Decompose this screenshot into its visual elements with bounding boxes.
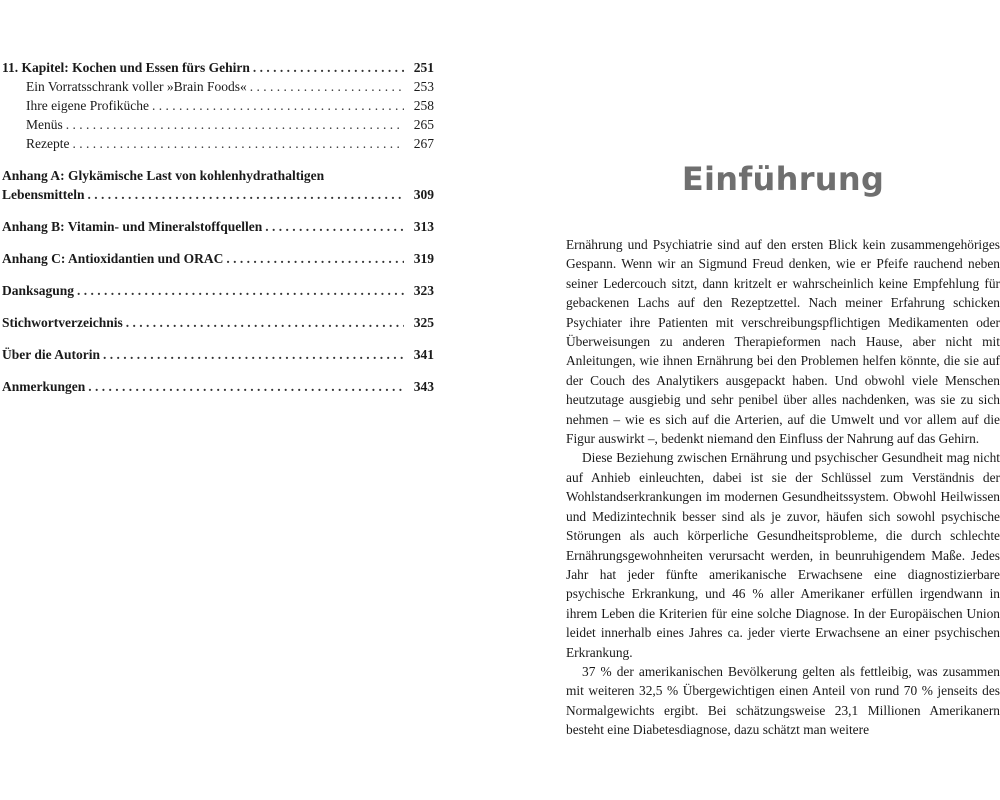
toc-entry-title: Über die Autorin — [2, 347, 101, 362]
toc-entry-vorratsschrank — [2, 77, 434, 96]
toc-entry-anhang-c — [2, 249, 434, 268]
toc-page-number: 319 — [413, 251, 434, 266]
toc-entry-profikueche — [2, 96, 434, 115]
toc-entry-anhang-b — [2, 217, 434, 236]
toc-entry-anhang-a — [2, 166, 434, 204]
toc-page-number: 313 — [413, 219, 434, 234]
toc-leader-dots — [72, 134, 404, 153]
toc-leader-dots — [88, 377, 404, 396]
toc-entry-ueber-die-autorin — [2, 345, 434, 364]
chapter-body — [566, 235, 1000, 740]
toc-page-number: 251 — [413, 60, 434, 75]
chapter-heading: Einführung — [681, 160, 885, 198]
toc-entry-title: Anhang B: Vitamin- und Mineralstoffquellen — [2, 219, 263, 234]
toc-leader-dots — [88, 185, 405, 204]
toc-entry-chapter-11 — [2, 58, 434, 77]
body-paragraph-2: Diese Beziehung zwischen Ernährung und psychischer Gesundheit mag nicht auf Anhieb einleuchten, dabei ist sie der Schlüssel zum Verständnis der Wohlstandserkrankungen im modernen Gesundheitssystem. Obwohl Heilwissen und Medizintechnik besser sind als je zuvor, häufen sich sowohl psychische Störungen als auch körperliche Gesundheitsprobleme, die durch schlechte Ernährungsgewohnheiten verursacht werden, in beunruhigendem Maße. Jedes Jahr hat jeder fünfte amerikanische Erwachsene eine diagnostizierbare psychische Erkrankung, und 46 % aller Amerikaner erfüllen irgendwann in ihrem Leben die Kriterien für eine solche Diagnose. In der Europäischen Union leidet innerhalb eines Jahres ca. jeder vierte Erwachsene an einer psychischen Erkrankung. — [566, 450, 1000, 660]
toc-entry-title: Rezepte — [26, 136, 70, 151]
toc-page-number: 341 — [413, 347, 434, 362]
toc-page-number: 258 — [413, 98, 434, 113]
toc-page-number: 265 — [413, 117, 434, 132]
body-paragraph-1: Ernährung und Psychiatrie sind auf den ersten Blick kein zusammengehöriges Gespann. Wenn wir an Sigmund Freud denken, wie er Pfeife rauchend neben seiner Ledercouch sitzt, dann kritzelt er wahrscheinlich keine Empfehlung für gebackenen Lachs auf den Rezeptzettel. Nach meiner Erfahrung schicken Psychiater ihre Patienten mit verschreibungspflichtigen Medikamenten oder Überweisungen zu anderen Therapieformen nach Hause, aber nicht mit Anleitungen, wie ihnen Ernährung bei den Problemen helfen könnte, die sie auf der Couch des Analytikers ausgepackt haben. Und obwohl viele Menschen heutzutage ausgiebig und sehr penibel über alles nachdenken, was sie zu sich nehmen – wie es sich auf die Arterien, auf die Umwelt und vor allem auf die Figur auswirkt –, bedenkt niemand den Einfluss der Nahrung auf das Gehirn. — [566, 237, 1000, 447]
toc-entry-danksagung — [2, 281, 434, 300]
toc-leader-dots — [66, 115, 404, 134]
toc-leader-dots — [250, 77, 404, 96]
toc-leader-dots — [253, 58, 404, 77]
toc-page-number: 267 — [413, 136, 434, 151]
toc-page-number: 343 — [413, 379, 434, 394]
toc-entry-title: Danksagung — [2, 283, 75, 298]
toc-page-number: 323 — [413, 283, 434, 298]
toc-page-number: 253 — [413, 79, 434, 94]
toc-page-number: 325 — [413, 315, 434, 330]
toc-leader-dots — [226, 249, 404, 268]
toc-entry-title: Ein Vorratsschrank voller »Brain Foods« — [26, 79, 247, 94]
toc-entry-anmerkungen — [2, 377, 434, 396]
toc-leader-dots — [77, 281, 404, 300]
toc-entry-title: Ihre eigene Profiküche — [26, 98, 149, 113]
toc-entry-title: Anmerkungen — [2, 379, 86, 394]
body-paragraph-3: 37 % der amerikanischen Bevölkerung gelten als fettleibig, was zusammen mit weiteren 32,5 % Übergewichtigen einen Anteil von rund 70 % jenseits des Normalgewichts ergibt. Bei schätzungsweise 23,1 Millionen Amerikanern besteht eine Diabetesdiagnose, dazu schätzt man weitere — [566, 663, 1000, 738]
table-of-contents — [2, 58, 434, 396]
toc-page-number: 309 — [413, 187, 434, 202]
toc-entry-stichwortverzeichnis — [2, 313, 434, 332]
toc-entry-title: Stichwortverzeichnis — [2, 315, 123, 330]
toc-entry-rezepte — [2, 134, 434, 153]
toc-entry-title-line1: Anhang A: Glykämische Last von kohlenhydrathaltigen — [2, 168, 325, 183]
toc-leader-dots — [265, 217, 404, 236]
toc-entry-menues — [2, 115, 434, 134]
toc-leader-dots — [152, 96, 404, 115]
toc-leader-dots — [103, 345, 404, 364]
toc-entry-title: 11. Kapitel: Kochen und Essen fürs Gehirn — [2, 60, 250, 75]
toc-entry-title: Anhang C: Antioxidantien und ORAC — [2, 251, 224, 266]
toc-entry-title: Menüs — [26, 117, 63, 132]
toc-leader-dots — [126, 313, 404, 332]
toc-entry-title-line2: Lebensmitteln — [2, 187, 85, 202]
